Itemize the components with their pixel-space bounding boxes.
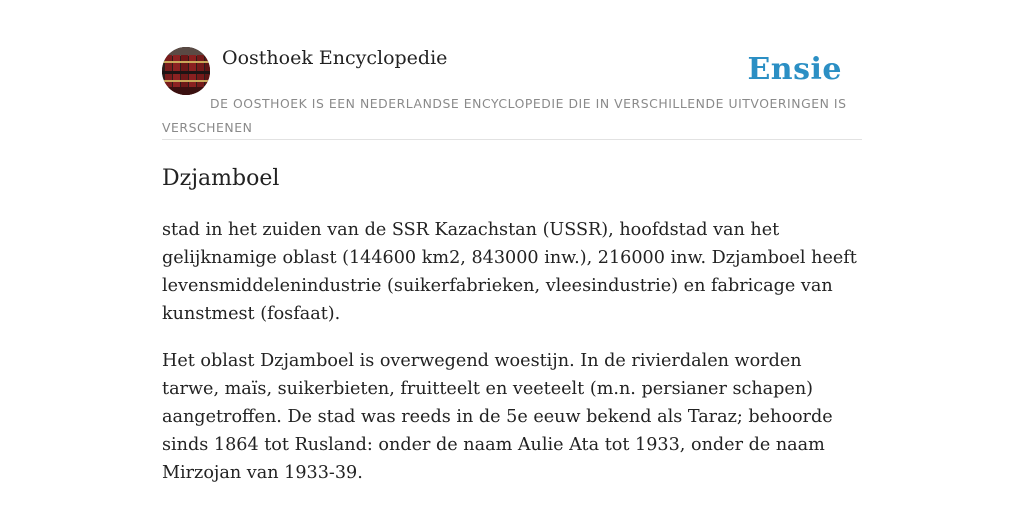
- book-spines-icon[interactable]: [162, 47, 210, 95]
- article-paragraph: Het oblast Dzjamboel is overwegend woestijn. In de rivierdalen worden tarwe, maïs, suikerbieten, fruitteelt en veeteelt (m.n. persianer schapen) aangetroffen. De stad was reeds in de 5e eeuw bekend als Taraz; behoorde sinds 1864 tot Rusland: onder de naam Aulie Ata tot 1933, onder de naam Mirzojan van 1933-39.: [162, 351, 833, 483]
- site-header: [162, 46, 862, 140]
- article-paragraph: stad in het zuiden van de SSR Kazachstan (USSR), hoofdstad van het gelijknamige oblast (144600 km2, 843000 inw.), 216000 inw. Dzjamboel heeft levensmiddelenindustrie (suikerfabrieken, vleesindustrie) en fabricage van kunstmest (fosfaat).: [162, 220, 857, 324]
- site-tagline: DE OOSTHOEK IS EEN NEDERLANDSE ENCYCLOPEDIE DIE IN VERSCHILLENDE UITVOERINGEN IS VERSCHENEN: [162, 96, 847, 135]
- brand-logo[interactable]: Ensie: [747, 52, 842, 87]
- article-body: [162, 216, 864, 506]
- article-title: Dzjamboel: [162, 166, 280, 191]
- header-divider: [162, 139, 862, 140]
- site-name[interactable]: Oosthoek Encyclopedie: [222, 47, 448, 69]
